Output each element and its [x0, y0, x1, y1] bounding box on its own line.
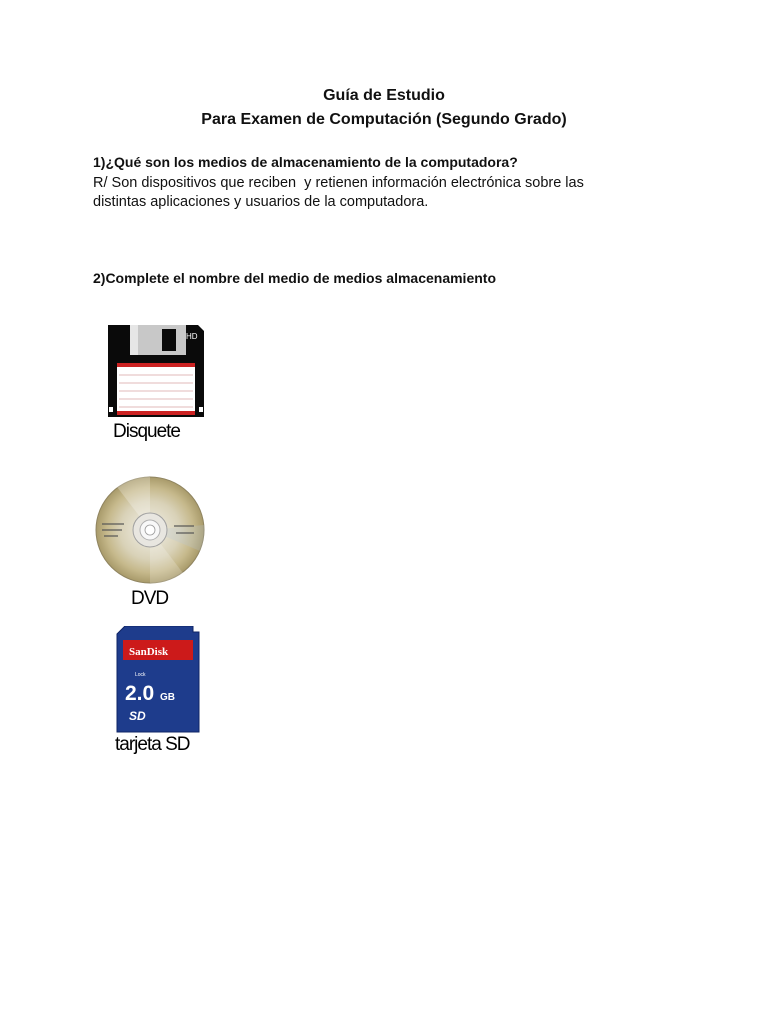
- sd-lock-label: Lock: [135, 672, 146, 678]
- answer-1-line-1: R/ Son dispositivos que reciben y retienen información electrónica sobre las: [93, 175, 584, 191]
- caption-dvd: DVD: [131, 588, 169, 609]
- question-1: 1)¿Qué son los medios de almacenamiento de la computadora?: [93, 154, 518, 170]
- document-title: Guía de Estudio: [323, 87, 445, 104]
- caption-tarjeta-sd: tarjeta SD: [115, 734, 190, 755]
- floppy-hd-badge: HD: [186, 332, 198, 341]
- sd-brand-label: SanDisk: [129, 646, 169, 658]
- sd-logo: SD: [129, 709, 146, 723]
- sd-capacity-value: 2.0: [125, 682, 155, 705]
- sd-card-icon: [115, 626, 203, 734]
- sd-capacity-unit: GB: [160, 692, 175, 703]
- question-2: 2)Complete el nombre del medio de medios almacenamiento: [93, 270, 496, 286]
- dvd-disc-icon: [94, 475, 206, 585]
- answer-1: [93, 174, 683, 212]
- document-subtitle: Para Examen de Computación (Segundo Grado): [201, 111, 567, 128]
- caption-disquete: Disquete: [113, 421, 180, 442]
- floppy-disk-icon: [106, 323, 206, 419]
- answer-1-line-2: distintas aplicaciones y usuarios de la computadora.: [93, 194, 429, 210]
